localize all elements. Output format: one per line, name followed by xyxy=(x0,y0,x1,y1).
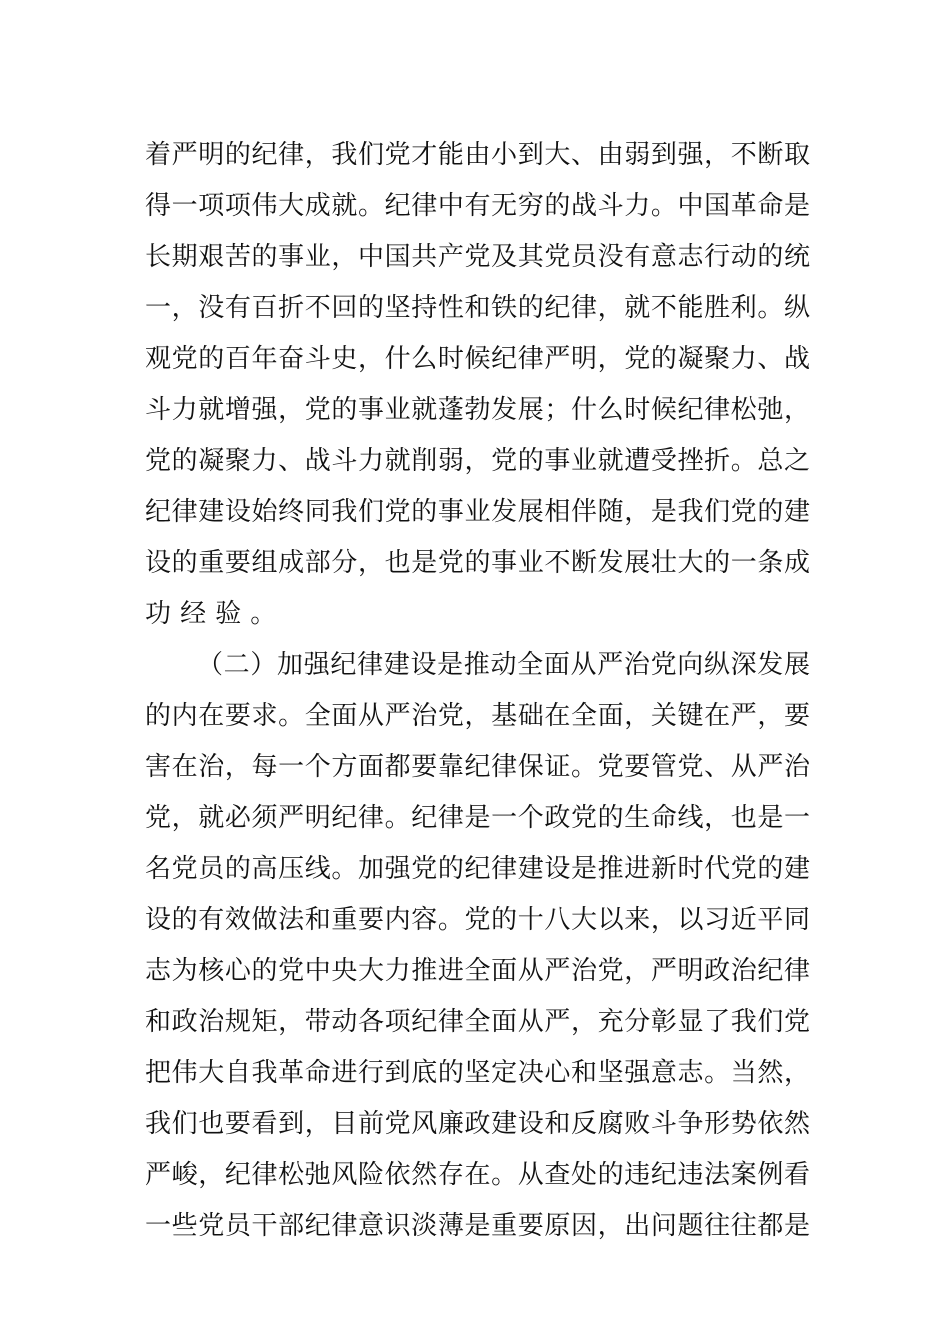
body-text xyxy=(145,130,810,1252)
text-line: 纪律建设始终同我们党的事业发展相伴随，是我们党的建 xyxy=(145,497,810,527)
text-line: 党，就必须严明纪律。纪律是一个政党的生命线，也是一 xyxy=(145,803,810,833)
text-line: 斗力就增强，党的事业就蓬勃发展；什么时候纪律松弛， xyxy=(145,395,810,425)
text-line: 得一项项伟大成就。纪律中有无穷的战斗力。中国革命是 xyxy=(145,191,810,221)
text-line: 着严明的纪律，我们党才能由小到大、由弱到强，不断取 xyxy=(145,140,810,170)
text-line: 一些党员干部纪律意识淡薄是重要原因，出问题往往都是 xyxy=(145,1211,810,1241)
text-line: 严峻，纪律松弛风险依然存在。从查处的违纪违法案例看 xyxy=(145,1160,810,1190)
text-line: 长期艰苦的事业，中国共产党及其党员没有意志行动的统 xyxy=(145,242,810,272)
paragraph-end-line: 功经验。 xyxy=(145,599,286,629)
text-line: 把伟大自我革命进行到底的坚定决心和坚强意志。当然， xyxy=(145,1058,810,1088)
text-line: 的内在要求。全面从严治党，基础在全面，关键在严，要 xyxy=(145,701,810,731)
text-line: 设的重要组成部分，也是党的事业不断发展壮大的一条成 xyxy=(145,548,810,578)
text-line: 害在治，每一个方面都要靠纪律保证。党要管党、从严治 xyxy=(145,752,810,782)
text-line: 志为核心的党中央大力推进全面从严治党，严明政治纪律 xyxy=(145,956,810,986)
text-line: 设的有效做法和重要内容。党的十八大以来，以习近平同 xyxy=(145,905,810,935)
section-heading-line: （二）加强纪律建设是推动全面从严治党向纵深发展 xyxy=(197,650,810,680)
text-line: 和政治规矩，带动各项纪律全面从严，充分彰显了我们党 xyxy=(145,1007,810,1037)
text-line: 观党的百年奋斗史，什么时候纪律严明，党的凝聚力、战 xyxy=(145,344,810,374)
text-line: 一，没有百折不回的坚持性和铁的纪律，就不能胜利。纵 xyxy=(145,293,810,323)
text-line: 名党员的高压线。加强党的纪律建设是推进新时代党的建 xyxy=(145,854,810,884)
text-line: 党的凝聚力、战斗力就削弱，党的事业就遭受挫折。总之 xyxy=(145,446,810,476)
text-line: 我们也要看到，目前党风廉政建设和反腐败斗争形势依然 xyxy=(145,1109,810,1139)
